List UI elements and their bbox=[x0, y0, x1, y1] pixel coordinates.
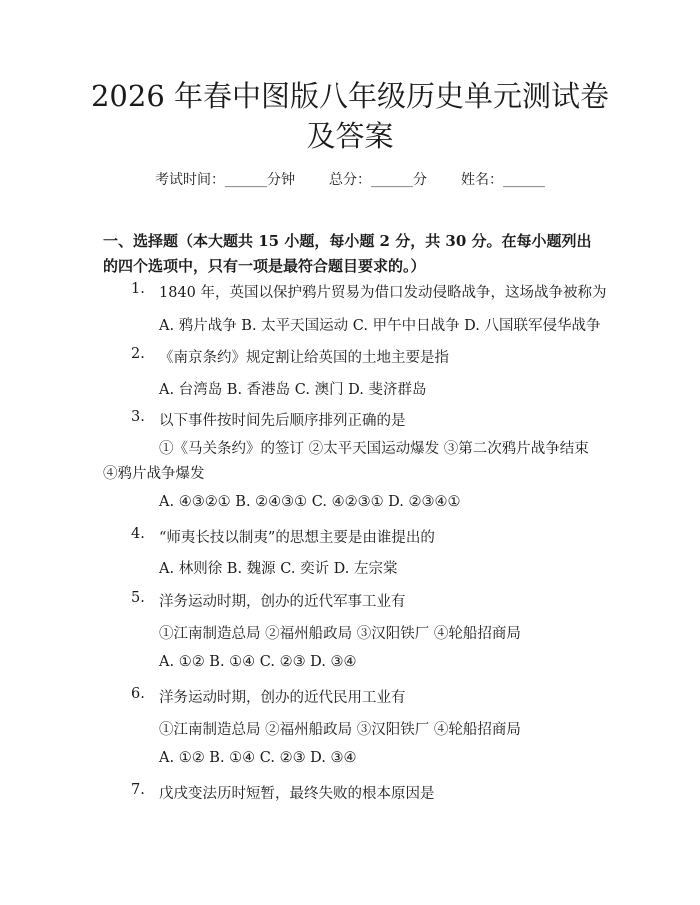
question-number: 1. bbox=[131, 281, 145, 297]
question-text: 戊戌变法历时短暂，最终失败的根本原因是 bbox=[159, 786, 435, 802]
question-3-options: A. ④③②① B. ②④③① C. ④②③① D. ②③④① bbox=[159, 494, 461, 510]
question-6-options: A. ①② B. ①④ C. ②③ D. ③④ bbox=[159, 750, 357, 766]
question-1-options: A. 鸦片战争 B. 太平天国运动 C. 甲午中日战争 D. 八国联军侵华战争 bbox=[159, 318, 601, 334]
question-text: 以下事件按时间先后顺序排列正确的是 bbox=[159, 413, 406, 429]
question-text: 洋务运动时期，创办的近代军事工业有 bbox=[159, 594, 406, 610]
question-text: 1840 年，英国以保护鸦片贸易为借口发动侵略战争，这场战争被称为 bbox=[159, 285, 607, 301]
exam-time-field: 考试时间：______分钟 bbox=[155, 172, 295, 188]
question-5-options: A. ①② B. ①④ C. ②③ D. ③④ bbox=[159, 654, 357, 670]
question-text: 《南京条约》规定割让给英国的土地主要是指 bbox=[159, 350, 449, 366]
page-title: 2026 年春中图版八年级历史单元测试卷及答案 bbox=[90, 79, 610, 153]
question-number: 2. bbox=[131, 346, 145, 362]
exam-info-line bbox=[0, 169, 700, 189]
exam-score-field: 总分：______分 bbox=[329, 172, 427, 188]
section-heading: 一、选择题（本大题共 15 小题，每小题 2 分，共 30 分。在每小题列出的四个选项中，只有一项是最符合题目要求的。） bbox=[103, 232, 592, 275]
question-number: 6. bbox=[131, 686, 145, 702]
question-5-items: ①江南制造总局 ②福州船政局 ③汉阳铁厂 ④轮船招商局 bbox=[159, 626, 521, 642]
question-number: 3. bbox=[131, 409, 145, 425]
question-number: 5. bbox=[131, 590, 145, 606]
question-text: “师夷长技以制夷”的思想主要是由谁提出的 bbox=[159, 530, 435, 546]
student-name-field: 姓名：______ bbox=[461, 172, 545, 188]
question-3-items: ①《马关条约》的签订 ②太平天国运动爆发 ③第二次鸦片战争结束 ④鸦片战争爆发 bbox=[103, 441, 589, 482]
question-6-items: ①江南制造总局 ②福州船政局 ③汉阳铁厂 ④轮船招商局 bbox=[159, 722, 521, 738]
question-number: 7. bbox=[131, 782, 145, 798]
question-4-options: A. 林则徐 B. 魏源 C. 奕䜣 D. 左宗棠 bbox=[159, 561, 398, 577]
question-number: 4. bbox=[131, 526, 145, 542]
question-text: 洋务运动时期，创办的近代民用工业有 bbox=[159, 690, 406, 706]
question-2-options: A. 台湾岛 B. 香港岛 C. 澳门 D. 斐济群岛 bbox=[159, 382, 427, 398]
